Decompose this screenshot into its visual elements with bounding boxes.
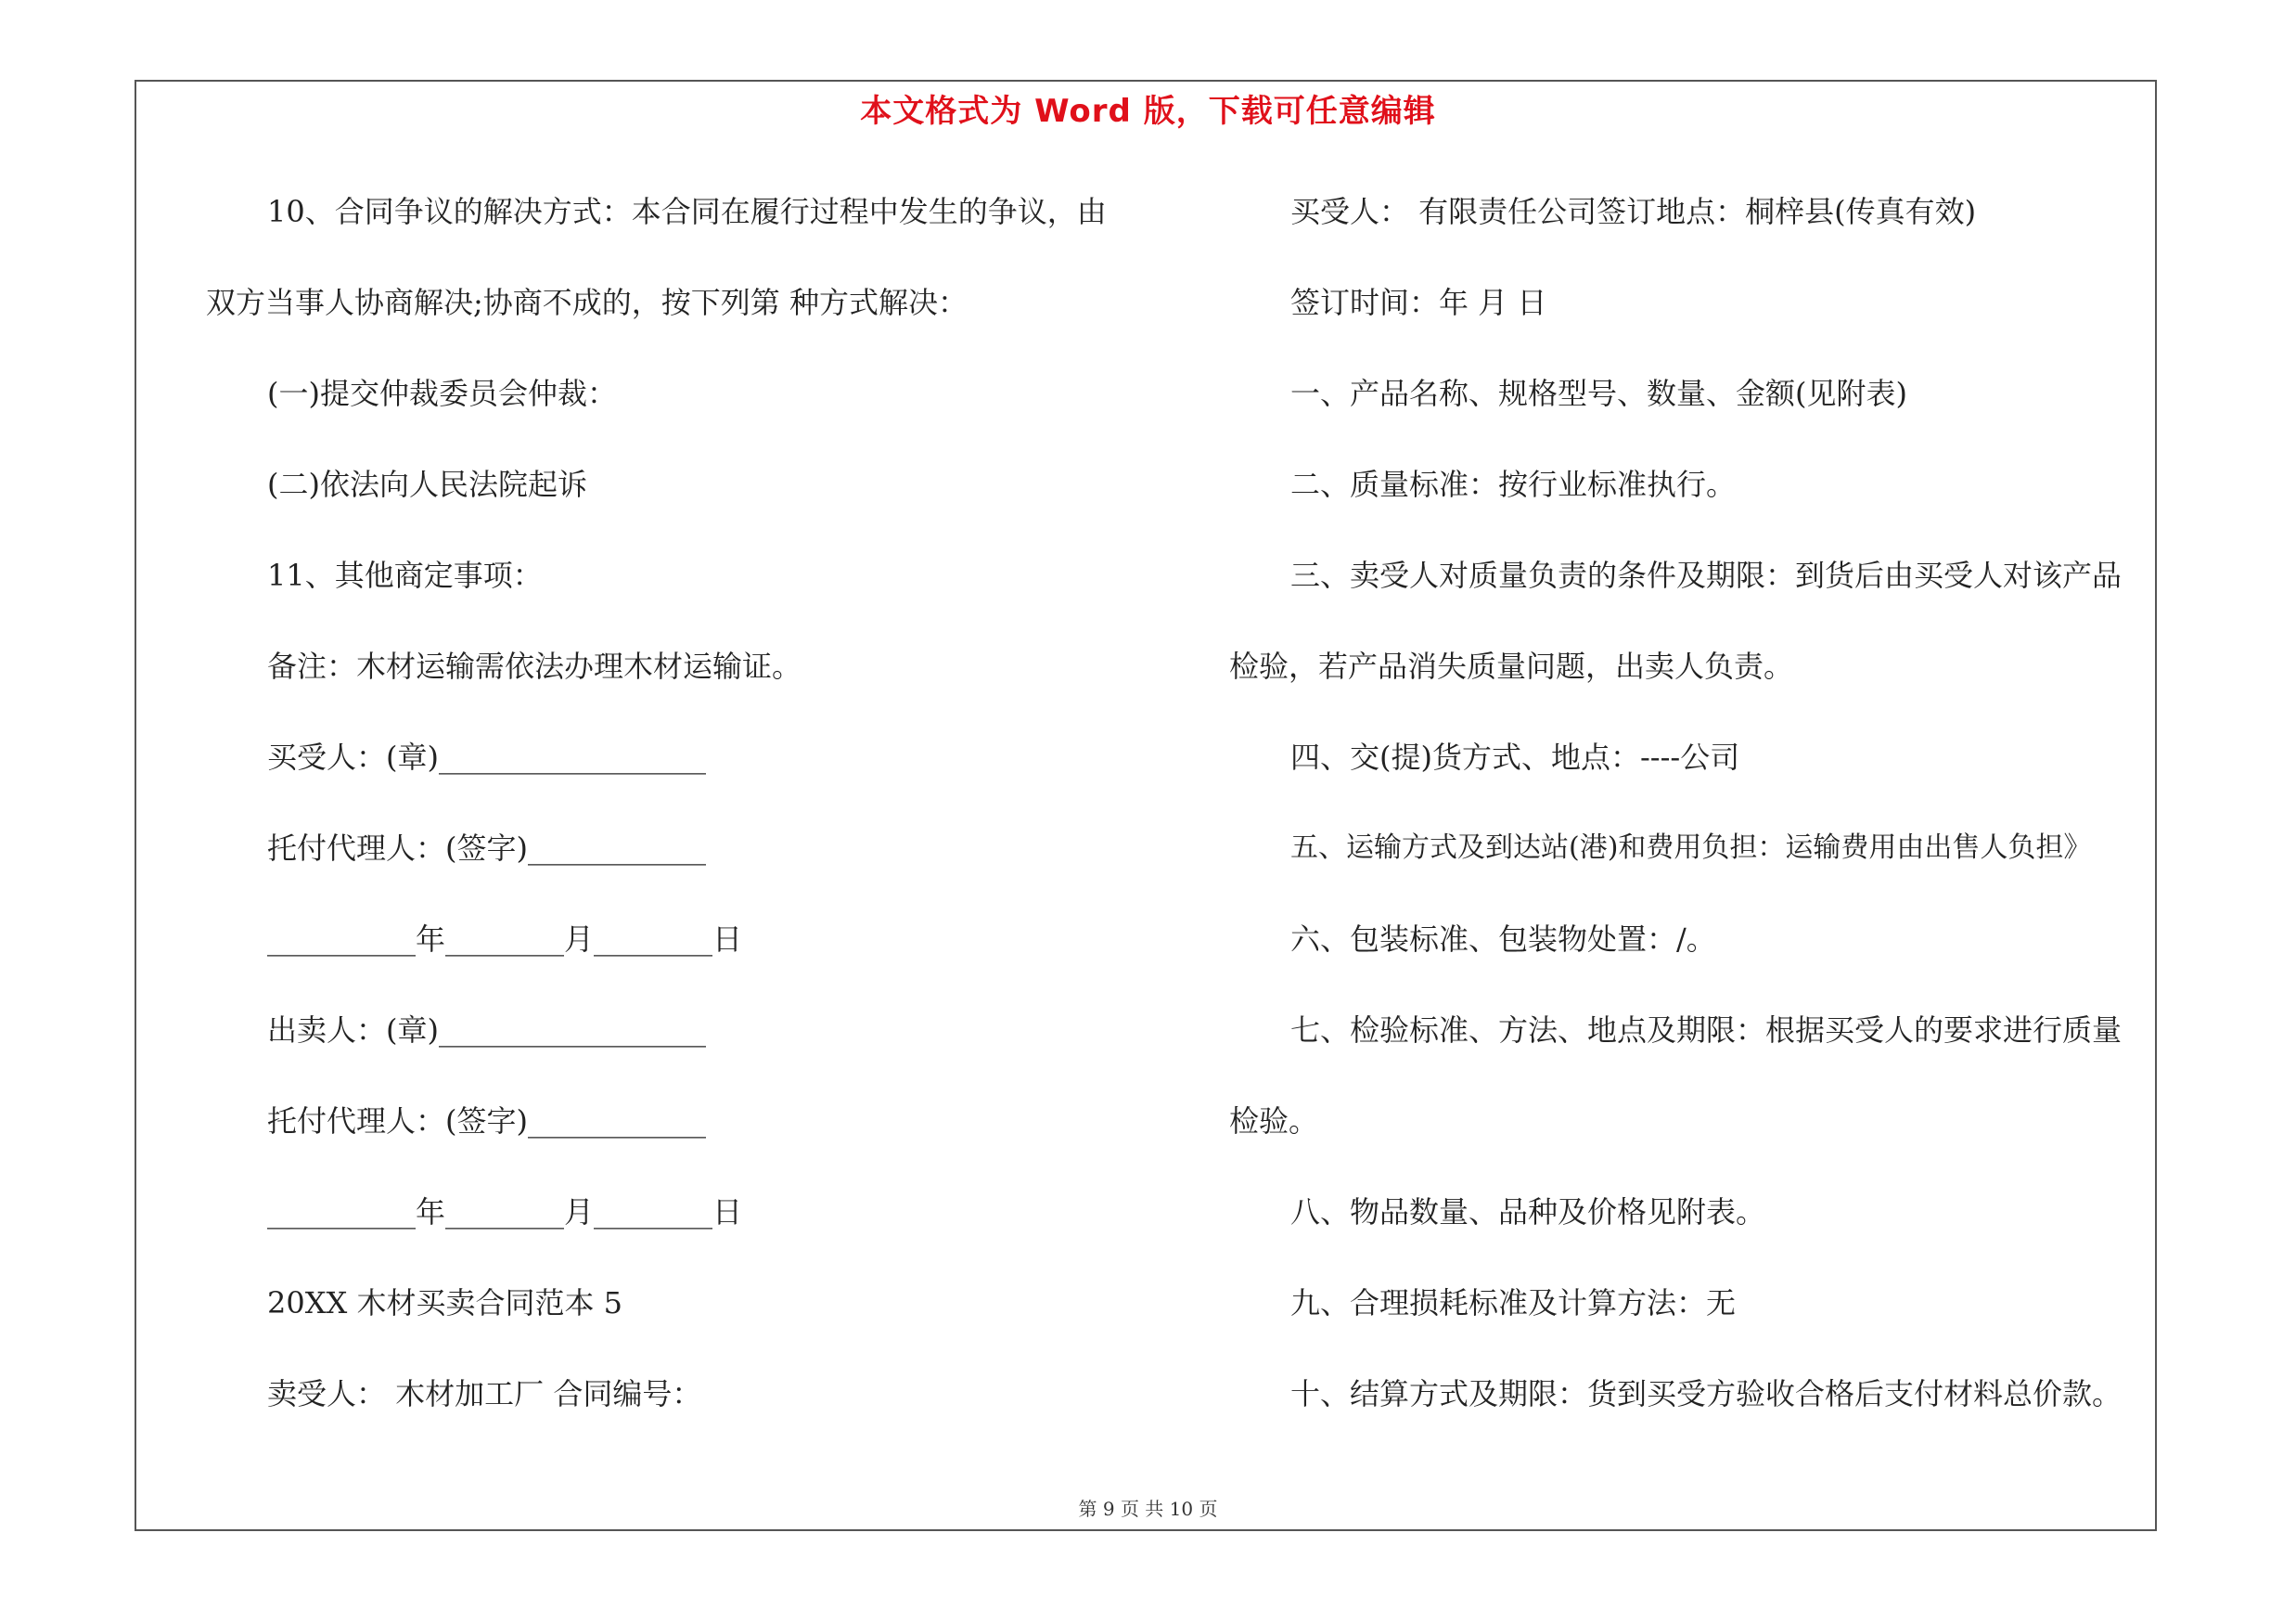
paragraph-line: 检验。 (1229, 1103, 1319, 1139)
agent-signature-line: 托付代理人：(签字)____________ (267, 831, 706, 866)
seller-signature-line: 出卖人：(章)__________________ (267, 1012, 706, 1048)
buyer-signature-line: 买受人：(章)__________________ (267, 740, 706, 775)
paragraph-line: 五、运输方式及到达站(港)和费用负担：运输费用由出售人负担》 (1290, 831, 2092, 864)
paragraph-line: 10、合同争议的解决方式：本合同在履行过程中发生的争议，由 (267, 194, 1107, 229)
paragraph-line: 七、检验标准、方法、地点及期限：根据买受人的要求进行质量 (1290, 1012, 2123, 1048)
paragraph-line: 三、卖受人对质量负责的条件及期限：到货后由买受人对该产品 (1290, 558, 2123, 593)
paragraph-line: 四、交(提)货方式、地点：----公司 (1290, 740, 1740, 775)
date-line: __________年________月________日 (267, 1194, 743, 1230)
paragraph-line: 九、合理损耗标准及计算方法：无 (1290, 1285, 1737, 1320)
paragraph-line: 二、质量标准：按行业标准执行。 (1290, 467, 1737, 502)
header-banner: 本文格式为 Word 版，下载可任意编辑 (860, 93, 1436, 130)
paragraph-line: 卖受人： 木材加工厂 合同编号： (267, 1376, 702, 1411)
paragraph-line: 八、物品数量、品种及价格见附表。 (1290, 1194, 1766, 1230)
paragraph-line: (一)提交仲裁委员会仲裁： (267, 376, 617, 411)
paragraph-line: 一、产品名称、规格型号、数量、金额(见附表) (1290, 376, 1907, 411)
date-line: __________年________月________日 (267, 921, 743, 957)
paragraph-line: 十、结算方式及期限：货到买受方验收合格后支付材料总价款。 (1290, 1376, 2123, 1411)
paragraph-line: 六、包装标准、包装物处置：/。 (1290, 921, 1716, 957)
section-title: 20XX 木材买卖合同范本 5 (267, 1285, 622, 1320)
paragraph-line: 11、其他商定事项： (267, 558, 543, 593)
paragraph-line: 买受人： 有限责任公司签订地点：桐梓县(传真有效) (1290, 194, 1977, 229)
paragraph-line: 签订时间：年 月 日 (1290, 285, 1547, 320)
paragraph-line: 双方当事人协商解决;协商不成的，按下列第 种方式解决： (206, 285, 968, 320)
agent-signature-line: 托付代理人：(签字)____________ (267, 1103, 706, 1139)
page-footer: 第 9 页 共 10 页 (1078, 1498, 1218, 1520)
paragraph-line: 检验，若产品消失质量问题，出卖人负责。 (1229, 649, 1794, 684)
paragraph-line: (二)依法向人民法院起诉 (267, 467, 587, 502)
paragraph-line: 备注：木材运输需依法办理木材运输证。 (267, 649, 802, 684)
